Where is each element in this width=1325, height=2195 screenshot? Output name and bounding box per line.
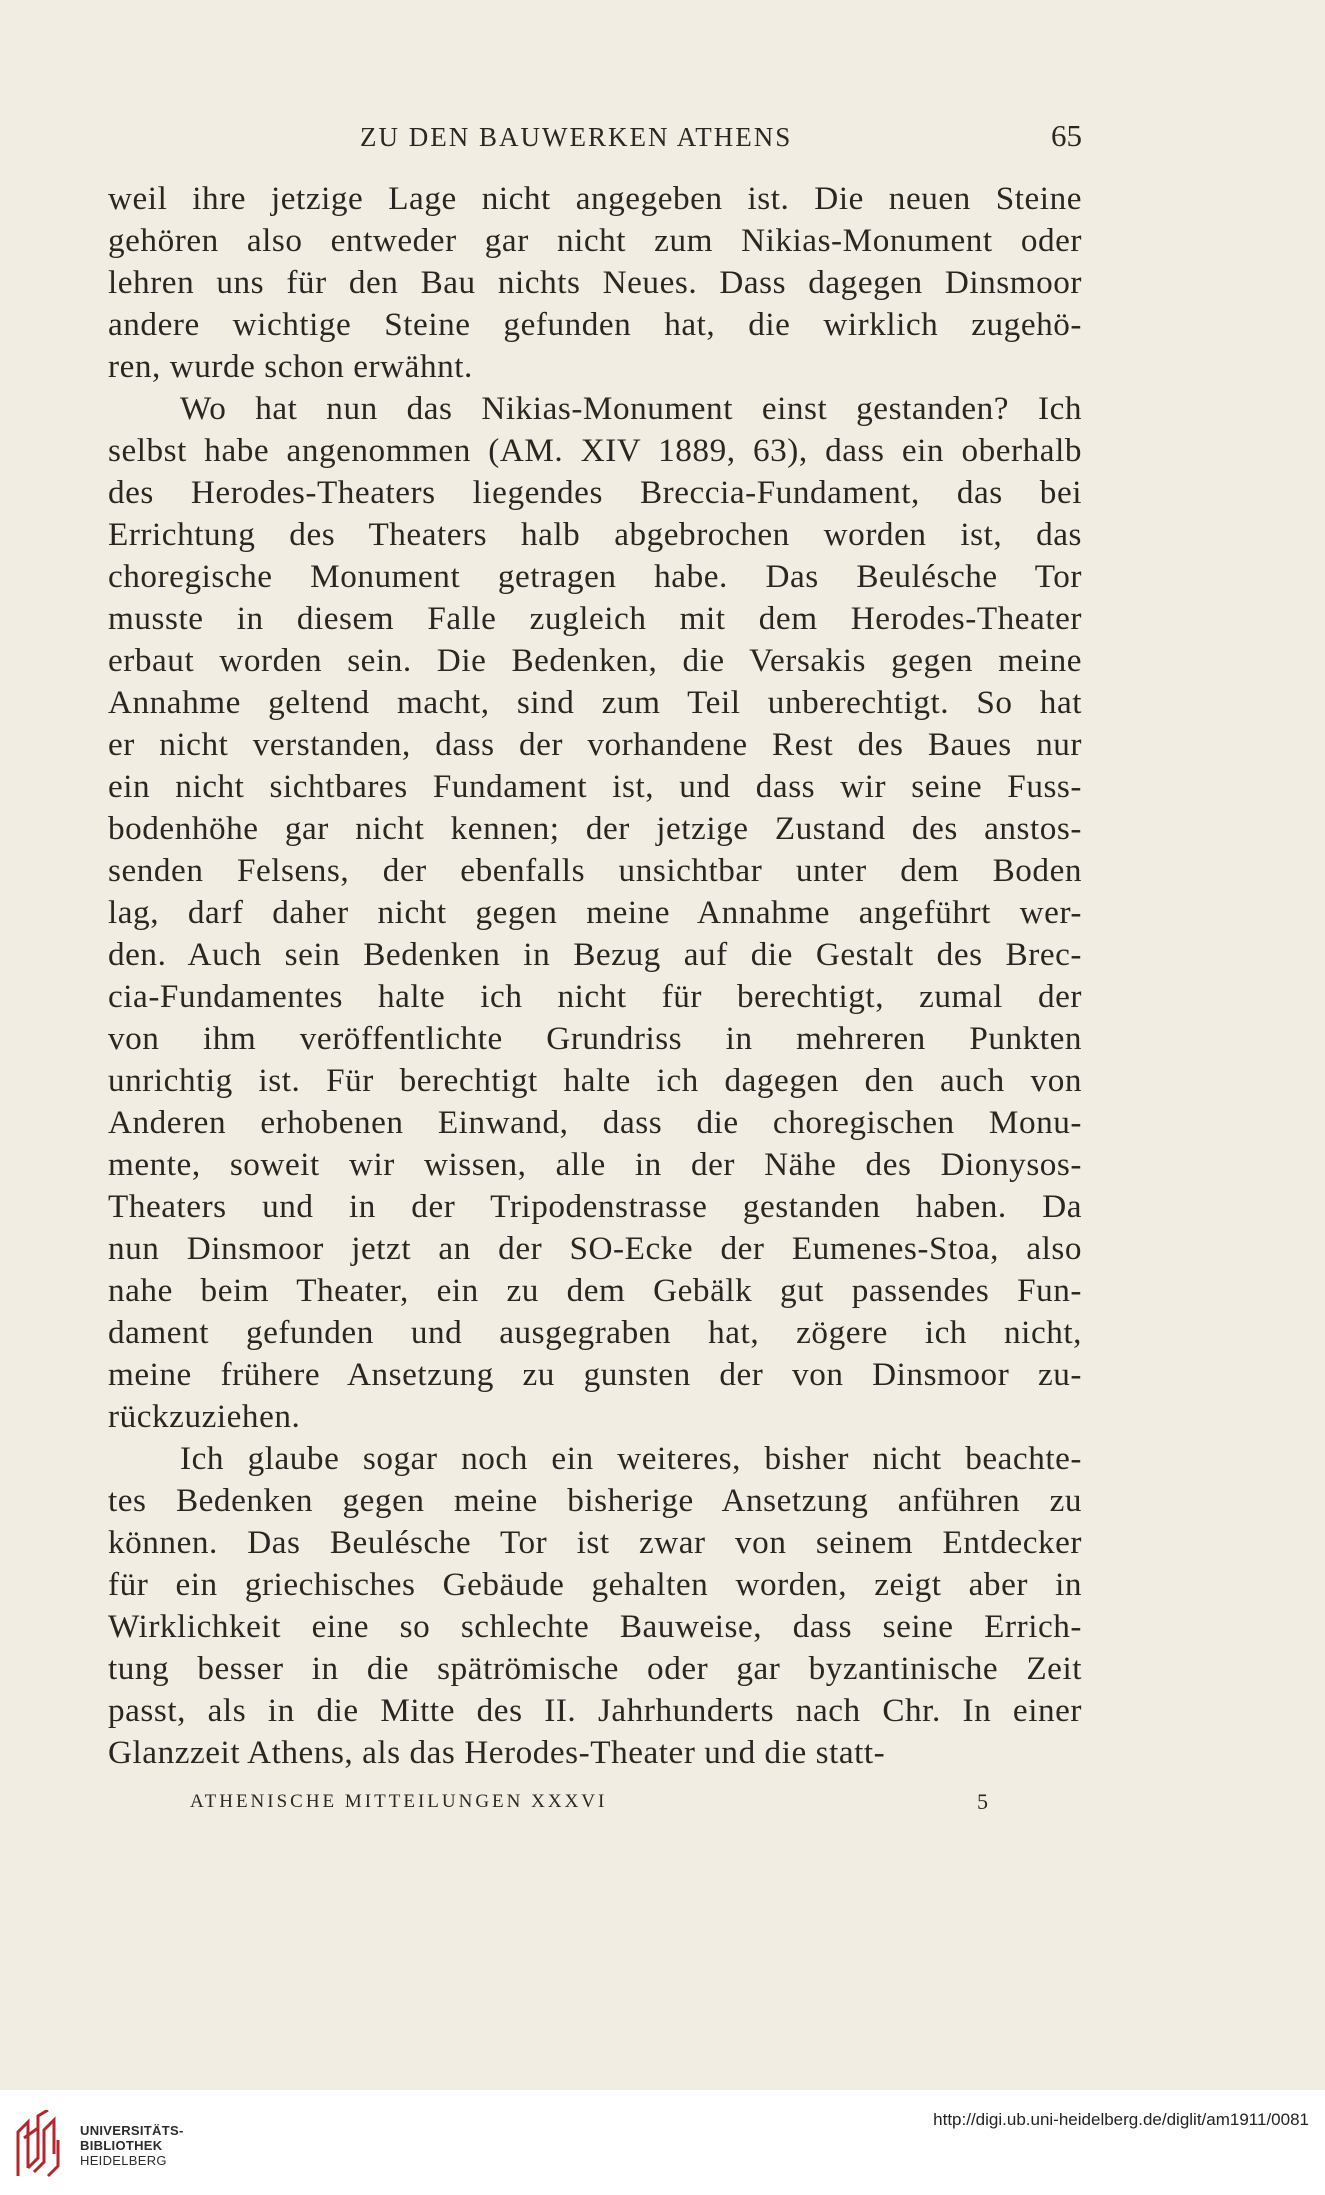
- viewer-footer: [0, 2090, 1325, 2195]
- text-line: für ein griechisches Gebäude gehalten worden, zeigt aber in: [108, 1566, 1082, 1603]
- text-line: dament gefunden und ausgegraben hat, zögere ich nicht,: [108, 1314, 1082, 1351]
- text-line: Annahme geltend macht, sind zum Teil unberechtigt. So hat: [108, 684, 1082, 721]
- text-line: Anderen erhobenen Einwand, dass die choregischen Monu-: [108, 1104, 1082, 1141]
- text-line: musste in diesem Falle zugleich mit dem Herodes-Theater: [108, 600, 1082, 637]
- text-line: choregische Monument getragen habe. Das Beulésche Tor: [108, 558, 1082, 595]
- institution-name: [80, 2123, 184, 2168]
- body-text: [108, 178, 1082, 1774]
- institution-line-3: HEIDELBERG: [80, 2153, 167, 2168]
- source-url-link[interactable]: http://digi.ub.uni-heidelberg.de/diglit/am1911/0081: [933, 2110, 1309, 2129]
- text-line: unrichtig ist. Für berechtigt halte ich dagegen den auch von: [108, 1062, 1082, 1099]
- text-line: können. Das Beulésche Tor ist zwar von seinem Entdecker: [108, 1524, 1082, 1561]
- text-line: lehren uns für den Bau nichts Neues. Dass dagegen Dinsmoor: [108, 264, 1082, 301]
- text-line: bodenhöhe gar nicht kennen; der jetzige Zustand des anstos-: [108, 810, 1082, 847]
- text-line: andere wichtige Steine gefunden hat, die wirklich zugehö-: [108, 306, 1082, 343]
- text-line: Glanzzeit Athens, als das Herodes-Theater und die statt-: [108, 1734, 886, 1771]
- institution-line-1: UNIVERSITÄTS-: [80, 2123, 184, 2138]
- signature-title: ATHENISCHE MITTEILUNGEN XXXVI: [190, 1791, 608, 1812]
- heidelberg-library-logo-icon: [14, 2110, 74, 2180]
- running-head: [108, 118, 1082, 158]
- text-line: rückzuziehen.: [108, 1398, 301, 1435]
- signature-number: 5: [977, 1789, 988, 1814]
- text-line: nahe beim Theater, ein zu dem Gebälk gut passendes Fun-: [108, 1272, 1082, 1309]
- text-line: erbaut worden sein. Die Bedenken, die Versakis gegen meine: [108, 642, 1082, 679]
- text-line: von ihm veröffentlichte Grundriss in mehreren Punkten: [108, 1020, 1082, 1057]
- text-line: den. Auch sein Bedenken in Bezug auf die Gestalt des Brec-: [108, 936, 1082, 973]
- running-title: ZU DEN BAUWERKEN ATHENS: [360, 122, 793, 152]
- text-line: tes Bedenken gegen meine bisherige Ansetzung anführen zu: [108, 1482, 1082, 1519]
- text-line: lag, darf daher nicht gegen meine Annahme angeführt wer-: [108, 894, 1082, 931]
- text-line: weil ihre jetzige Lage nicht angegeben ist. Die neuen Steine: [108, 180, 1082, 217]
- text-line: meine frühere Ansetzung zu gunsten der von Dinsmoor zu-: [108, 1356, 1082, 1393]
- text-line: ren, wurde schon erwähnt.: [108, 348, 473, 385]
- text-line: mente, soweit wir wissen, alle in der Nähe des Dionysos-: [108, 1146, 1082, 1183]
- text-line: ein nicht sichtbares Fundament ist, und dass wir seine Fuss-: [108, 768, 1082, 805]
- institution-line-2: BIBLIOTHEK: [80, 2138, 163, 2153]
- text-line: tung besser in die spätrömische oder gar byzantinische Zeit: [108, 1650, 1082, 1687]
- text-line: passt, als in die Mitte des II. Jahrhunderts nach Chr. In einer: [108, 1692, 1082, 1729]
- text-line: selbst habe angenommen (AM. XIV 1889, 63), dass ein oberhalb: [108, 432, 1082, 469]
- signature-line: [108, 1791, 988, 1821]
- text-line: gehören also entweder gar nicht zum Nikias-Monument oder: [108, 222, 1082, 259]
- text-line: des Herodes-Theaters liegendes Breccia-Fundament, das bei: [108, 474, 1082, 511]
- text-line: nun Dinsmoor jetzt an der SO-Ecke der Eumenes-Stoa, also: [108, 1230, 1082, 1267]
- text-line: Ich glaube sogar noch ein weiteres, bisher nicht beachte-: [180, 1440, 1082, 1477]
- text-line: cia-Fundamentes halte ich nicht für berechtigt, zumal der: [108, 978, 1082, 1015]
- page-number: 65: [1051, 118, 1082, 153]
- text-line: Errichtung des Theaters halb abgebrochen worden ist, das: [108, 516, 1082, 553]
- text-line: Wo hat nun das Nikias-Monument einst gestanden? Ich: [180, 390, 1082, 427]
- text-line: er nicht verstanden, dass der vorhandene Rest des Baues nur: [108, 726, 1082, 763]
- text-line: Wirklichkeit eine so schlechte Bauweise, dass seine Errich-: [108, 1608, 1082, 1645]
- text-line: Theaters und in der Tripodenstrasse gestanden haben. Da: [108, 1188, 1082, 1225]
- text-line: senden Felsens, der ebenfalls unsichtbar unter dem Boden: [108, 852, 1082, 889]
